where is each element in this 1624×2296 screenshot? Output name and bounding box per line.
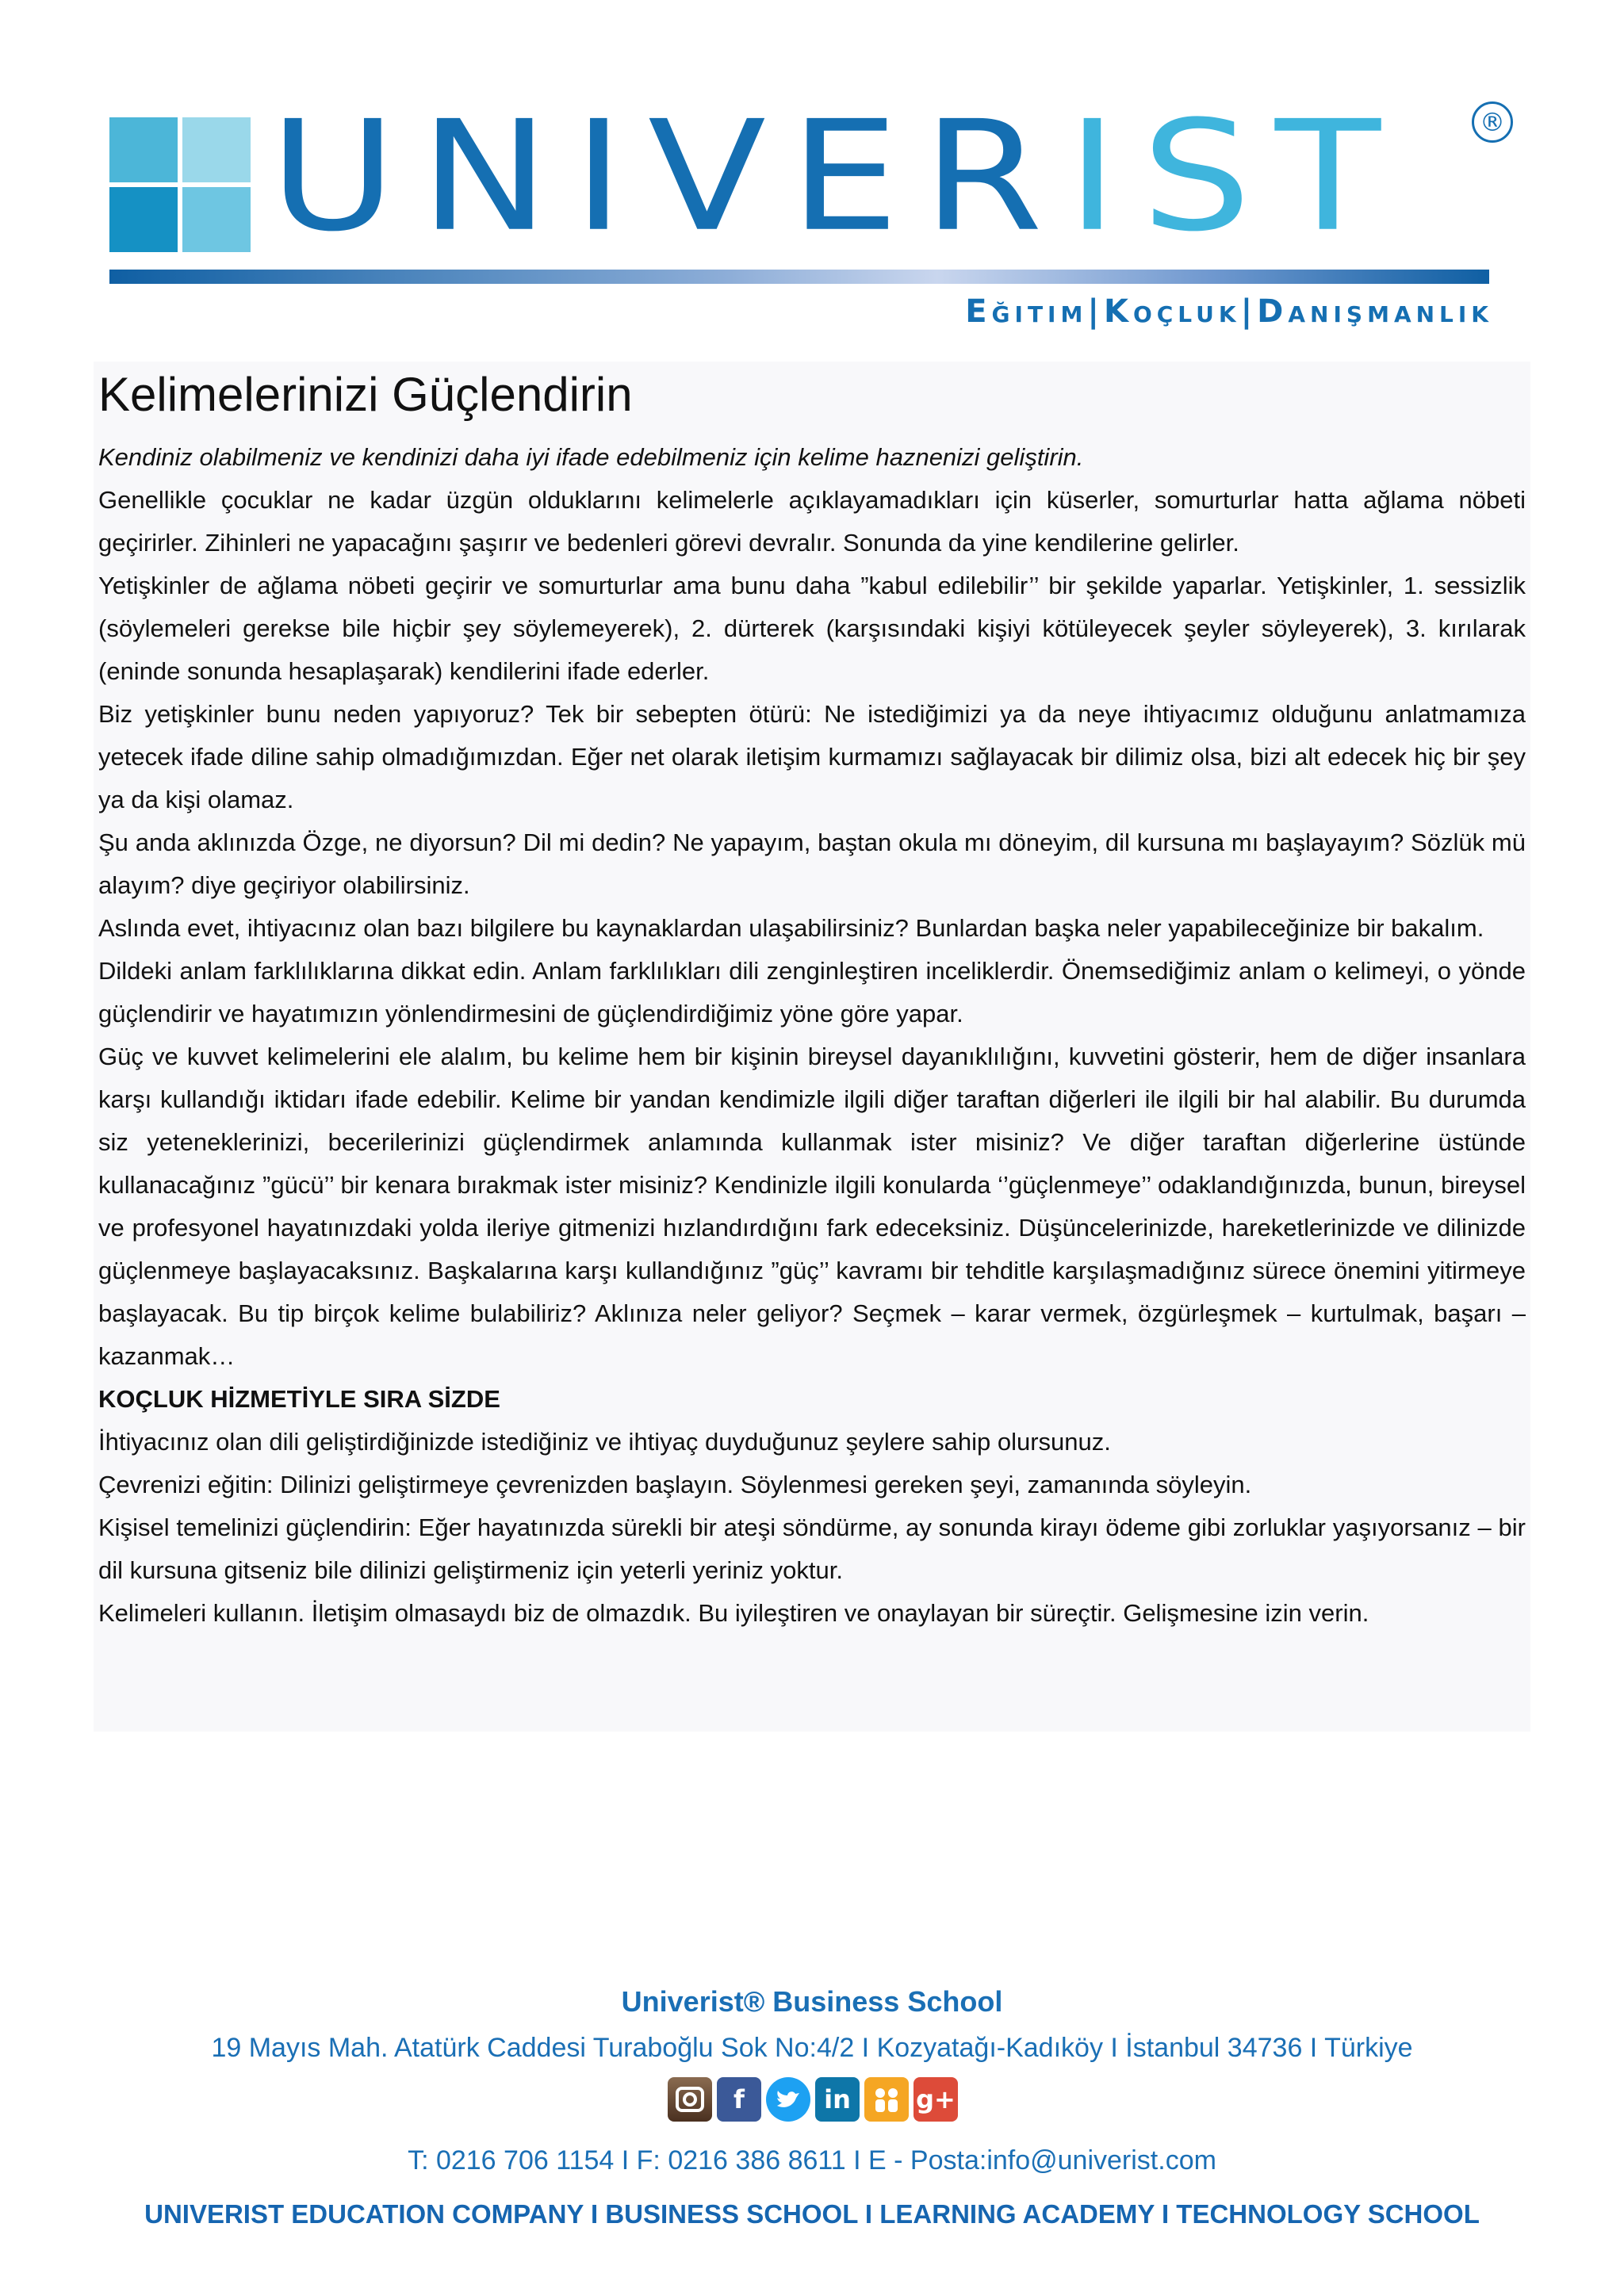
article-title: Kelimelerinizi Güçlendirin — [98, 368, 633, 421]
section-paragraph: Kişisel temelinizi güçlendirin: Eğer hayatınızda sürekli bir ateşi söndürme, ay sonunda kirayı ödeme gibi zorluklar yaşıyorsanız – bir dil kursuna gitseniz bile dilinizi geliştirmeniz için yeterli yeriniz yoktur. — [98, 1513, 1526, 1584]
registered-mark: ® — [1472, 101, 1513, 143]
logo-square — [109, 117, 178, 182]
article-paragraph: Biz yetişkinler bunu neden yapıyoruz? Tek bir sebepten ötürü: Ne istediğimizi ya da neye ihtiyacımız olduğunu anlatmamıza yetecek ifade diline sahip olmadığımızdan. Eğer net olarak iletişim kurmamızı sağlayacak bir dilimiz olsa, bizi alt edecek hiç bir şey ya da kişi olamaz. — [98, 700, 1526, 813]
logo-wordmark — [270, 88, 1405, 266]
logo-square — [182, 187, 251, 252]
logo-tagline: Eğitim|Koçluk|Danışmanlık — [965, 293, 1493, 330]
linkedin-icon[interactable]: in — [815, 2077, 860, 2122]
article-paragraph: Güç ve kuvvet kelimelerini ele alalım, bu kelime hem bir kişinin bireysel dayanıklılığını, kuvvetini gösterir, hem de diğer insanlara karşı kullandığı iktidarı ifade edebilir. Kelime bir yandan kendimizle ilgili diğer taraftan diğerleri ile ilgili bir hal alabilir. Bu durumda siz yeteneklerinizi, becerilerinizi güçlendirmek anlamında kullanmak ister misiniz? Ve diğer taraftan diğerlerine üstünde kullanacağınız ”gücü’’ bir kenara bırakmak ister misiniz? Kendinizle ilgili konularda ‘’güçlenmeye’’ odaklandığınızda, bunun, bireysel ve profesyonel hayatınızdaki yolda ileriye gitmenizi hızlandırdığını fark edeceksiniz. Düşüncelerinizde, hareketlerinizde ve dilinizde güçlenmeye başlayacaksınız. Başkalarına karşı kullandığınız ”güç’’ kavramı bir tehditle karşılaşmadığınız sürece önemini yitirmeye başlayacak. Bu tip birçok kelime bulabiliriz? Aklınıza neler geliyor? Seçmek – karar vermek, özgürleşmek – kurtulmak, başarı – kazanmak… — [98, 1043, 1526, 1370]
article-paragraph: Şu anda aklınızda Özge, ne diyorsun? Dil mi dedin? Ne yapayım, baştan okula mı döneyim, dil kursuna mı başlayayım? Sözlük mü alayım? diye geçiriyor olabilirsiniz. — [98, 828, 1526, 899]
section-paragraph: Kelimeleri kullanın. İletişim olmasaydı biz de olmazdık. Bu iyileştiren ve onaylayan bir süreçtir. Gelişmesine izin verin. — [98, 1599, 1369, 1627]
logo-square — [109, 187, 178, 252]
meetup-icon[interactable] — [864, 2077, 909, 2122]
article-paragraph: Dildeki anlam farklılıklarına dikkat edin. Anlam farklılıkları dili zenginleştiren inceliklerdir. Önemsediğimiz anlam o kelimeyi, o yönde güçlendirir ve hayatımızın yönlendirmesini de güçlendirdiğimiz yöne göre yapar. — [98, 957, 1526, 1027]
logo-word-dark: UNIVER — [270, 88, 1067, 266]
section-heading: KOÇLUK HİZMETİYLE SIRA SİZDE — [98, 1385, 500, 1413]
section-paragraph: Çevrenizi eğitin: Dilinizi geliştirmeye çevrenizden başlayın. Söylenmesi gereken şeyi, zamanında söyleyin. — [98, 1471, 1252, 1498]
google-plus-icon[interactable]: g+ — [914, 2077, 958, 2122]
footer-contact: T: 0216 706 1154 I F: 0216 386 8611 I E - Posta:info@univerist.com — [408, 2145, 1216, 2175]
social-icons — [668, 2077, 961, 2128]
logo-squares-icon — [109, 117, 252, 252]
letterhead-header — [0, 0, 1624, 357]
article-paragraph: Yetişkinler de ağlama nöbeti geçirir ve somurturlar ama bunu daha ”kabul edilebilir’’ bir şekilde yaparlar. Yetişkinler, 1. sessizlik (söylemeleri gerekse bile hiçbir şey söylemeyerek), 2. dürterek (karşısındaki kişiyi kötüleyecek şeyler söyleyerek), 3. kırılarak (eninde sonunda hesaplaşarak) kendilerini ifade ederler. — [98, 572, 1526, 685]
letterhead-footer — [0, 1982, 1624, 2267]
footer-company: UNIVERIST EDUCATION COMPANY I BUSINESS SCHOOL I LEARNING ACADEMY I TECHNOLOGY SCHOOL — [144, 2199, 1480, 2229]
article-intro: Kendiniz olabilmeniz ve kendinizi daha iyi ifade edebilmeniz için kelime haznenizi geliştirin. — [98, 443, 1084, 471]
footer-address: 19 Mayıs Mah. Atatürk Caddesi Turaboğlu Sok No:4/2 I Kozyatağı-Kadıköy I İstanbul 34736 I Türkiye — [211, 2033, 1413, 2063]
footer-school-name: Univerist® Business School — [621, 1985, 1003, 2018]
logo-underline-bar — [109, 270, 1489, 284]
twitter-icon[interactable] — [766, 2077, 810, 2122]
article-body — [94, 362, 1530, 1732]
article-paragraph: Genellikle çocuklar ne kadar üzgün olduklarını kelimelerle açıklayamadıkları için küserler, somurturlar hatta ağlama nöbeti geçirirler. Zihinleri ne yapacağını şaşırır ve bedenleri görevi devralır. Sonunda da yine kendilerine gelirler. — [98, 486, 1526, 557]
logo-word-light: IST — [1067, 88, 1405, 266]
logo-square — [182, 117, 251, 182]
instagram-icon[interactable] — [668, 2077, 712, 2122]
article-paragraph: Aslında evet, ihtiyacınız olan bazı bilgilere bu kaynaklardan ulaşabilirsiniz? Bunlardan başka neler yapabileceğinize bir bakalım. — [98, 914, 1484, 942]
section-paragraph: İhtiyacınız olan dili geliştirdiğinizde istediğiniz ve ihtiyaç duyduğunuz şeylere sahip olursunuz. — [98, 1428, 1111, 1456]
facebook-icon[interactable]: f — [717, 2077, 761, 2122]
